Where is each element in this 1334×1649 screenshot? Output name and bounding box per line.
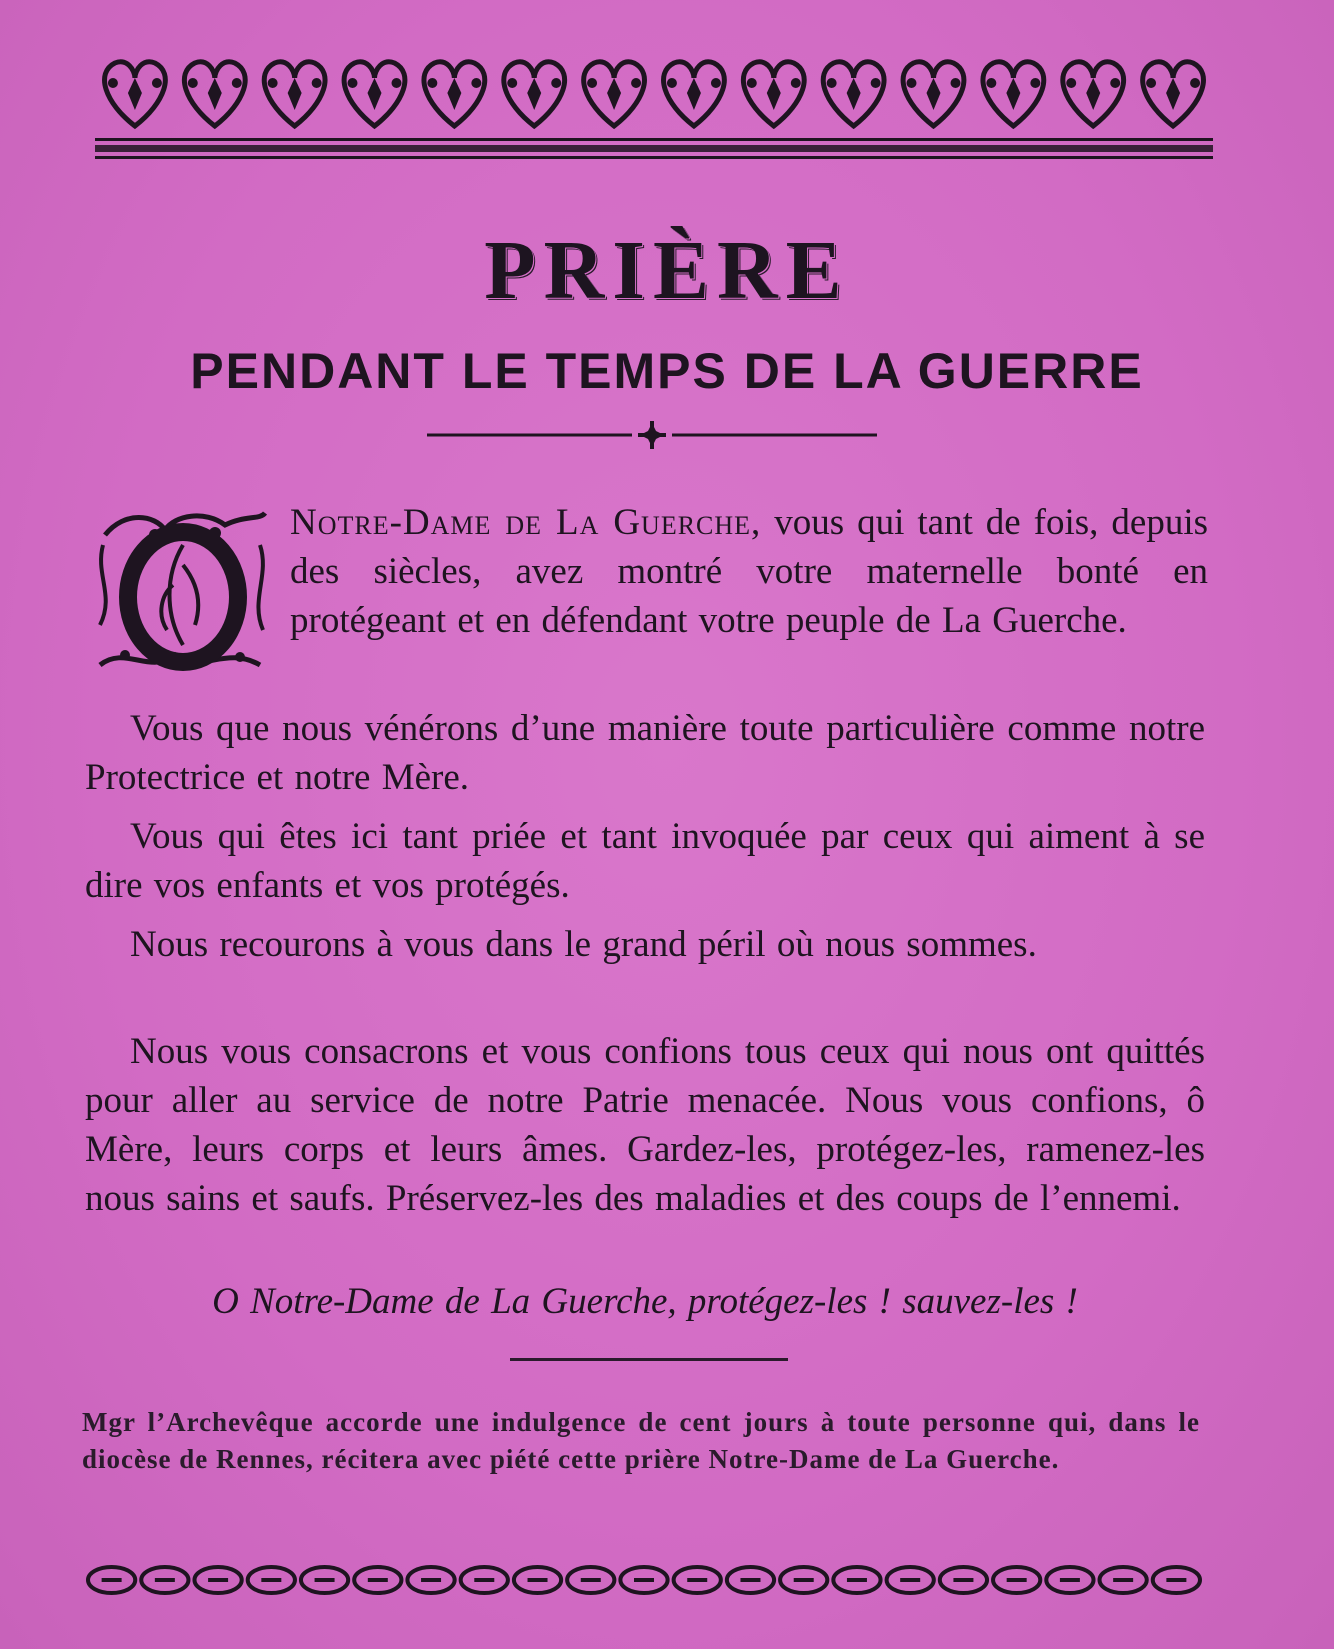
paragraph-4: Nous recourons à vous dans le grand péril où nous sommes. [130, 924, 1037, 965]
page-title: PRIÈRE [484, 224, 850, 317]
ornament-motif [105, 62, 166, 126]
paragraph-2: Vous que nous vénérons d’une manière toute particulière comme notre Protectrice et notre Mère. [85, 708, 1205, 798]
ornament-motif [1063, 62, 1124, 126]
closing-invocation: O Notre-Dame de La Guerche, protégez-les ! sauvez-les ! [212, 1281, 1078, 1322]
ornament-motif [264, 62, 325, 126]
paragraph-5: Nous vous consacrons et vous confions tous ceux qui nous ont quittés pour aller au service de notre Patrie menacée. Nous vous confions, ô Mère, leurs corps et leurs âmes. Gardez-les, protégez-les, ramenez-les nous sains et saufs. Préservez-les des maladies et des coups de l’ennemi. [85, 1031, 1205, 1219]
svg-text:O: O [182, 623, 184, 624]
horizontal-rule [510, 1358, 788, 1361]
paragraph-3: Vous qui êtes ici tant priée et tant invoquée par ceux qui aiment à se dire vos enfants et vos protégés. [85, 816, 1205, 906]
ornament-motif [504, 62, 565, 126]
ornament-motif [1143, 62, 1204, 126]
ornament-motif [823, 62, 884, 126]
ornament-motif [743, 62, 804, 126]
paragraph-1-lead: Notre-Dame de La Guerche, [290, 502, 762, 543]
decorated-initial [95, 505, 270, 680]
ornament-motif [424, 62, 485, 126]
ornament-motif [903, 62, 964, 126]
paragraph-1-body: vous qui tant de fois, depuis des siècles, avez montré votre maternelle bonté en protégeant et en défendant votre peuple de La Guerche. [290, 502, 1208, 641]
paragraph-1 [290, 498, 1208, 645]
page-subtitle: PENDANT LE TEMPS DE LA GUERRE [190, 343, 1144, 399]
ornament-motif [184, 62, 245, 126]
cross-divider [427, 420, 877, 450]
ornament-motif [584, 62, 645, 126]
chain-bottom-border [85, 1560, 1203, 1600]
ornament-motif [664, 62, 725, 126]
ornament-motif [344, 62, 405, 126]
ornament-motif [983, 62, 1044, 126]
ornamental-top-border [95, 48, 1213, 173]
indulgence-note: Mgr l’Archevêque accorde une indulgence de cent jours à toute personne qui, dans le diocèse de Rennes, récitera avec piété cette prière Notre-Dame de La Guerche. [82, 1407, 1200, 1474]
